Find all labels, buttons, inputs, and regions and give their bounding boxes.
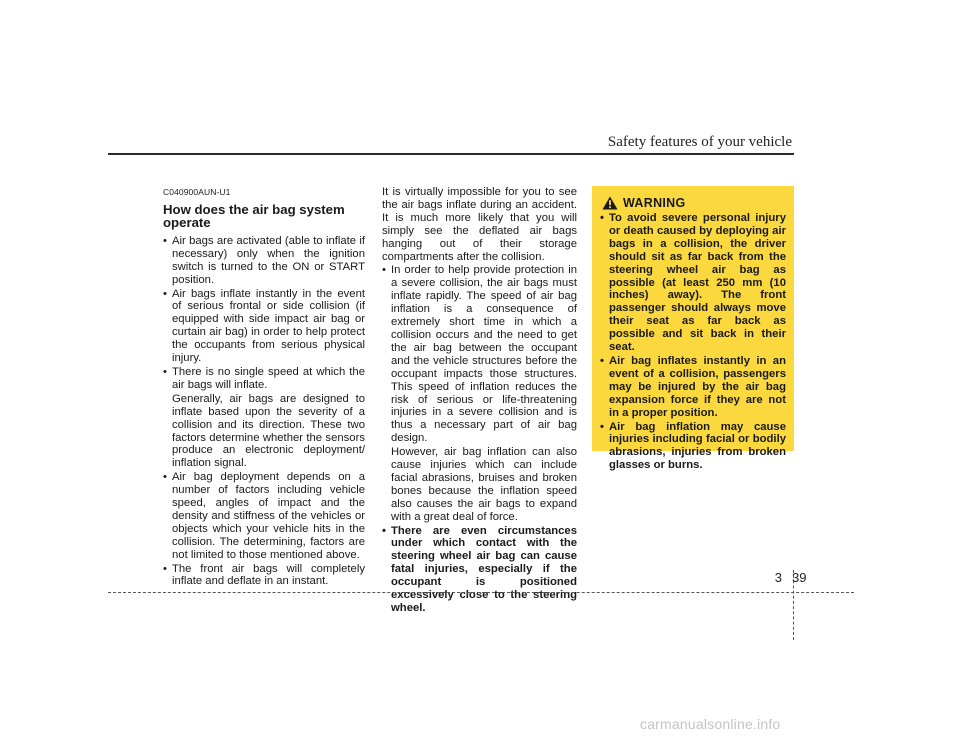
list-item: • Air bag inflation may cause injuries including facial or bodily abrasions, injuries from broken glasses or burns. xyxy=(600,421,786,473)
running-header: Safety features of your vehicle xyxy=(607,134,792,150)
section-title: How does the air bag system operate xyxy=(163,201,345,231)
paragraph: It is virtually impossible for you to see the air bags inflate during an accident. It is much more likely that you will simply see the deflated air bags hanging out of their storage compartments after the collision. xyxy=(382,186,577,263)
list-item: • Air bag deployment depends on a number of factors including vehicle speed, angles of impact and the density and stiffness of the vehicles or objects which your vehicle hits in the collision. The determining, factors are not limited to those mentioned above. xyxy=(163,471,365,561)
chapter-number: 3 xyxy=(774,570,782,585)
warning-triangle-icon xyxy=(602,196,618,210)
list-item: • Air bags inflate instantly in the event of serious frontal or side collision (if equipped with side impact air bag or curtain air bag) in order to help protect the occupants from serious physical injury. xyxy=(163,288,365,365)
middle-column xyxy=(382,186,577,616)
list-item: • In order to help provide protection in a severe collision, the air bags must inflate rapidly. The speed of air bag inflation is a consequence of extremely short time in which a collision occurs and the need to get the air bag between the occupant and the vehicle structures before the occupant impacts those structures. This speed of inflation reduces the risk of serious or life-threatening injuries in a severe collision and is thus a necessary part of air bag design. xyxy=(382,264,577,445)
page-number xyxy=(766,570,806,585)
list-item: • There is no single speed at which the air bags will inflate. xyxy=(163,366,365,392)
page-number-value: 39 xyxy=(792,570,807,585)
warning-bullet-list xyxy=(600,212,786,472)
left-bullet-list-2 xyxy=(163,471,365,588)
footer-rule xyxy=(108,592,854,593)
list-item: • Air bag inflates instantly in an event of a collision, passengers may be injured by the air bag expansion force if they are not in a proper position. xyxy=(600,355,786,420)
middle-bullet-list-2 xyxy=(382,525,577,615)
sub-paragraph: However, air bag inflation can also cause injuries which can include facial abrasions, bruises and broken bones because the inflation speed also causes the air bags to expand with a great deal of force. xyxy=(391,446,577,523)
list-item: • Air bags are activated (able to inflate if necessary) only when the ignition switch is turned to the ON or START position. xyxy=(163,235,365,287)
left-bullet-list xyxy=(163,235,365,392)
list-item: • The front air bags will completely inflate and deflate in an instant. xyxy=(163,563,365,589)
warning-heading xyxy=(602,196,786,210)
list-item: • To avoid severe personal injury or death caused by deploying air bags in a collision, the driver should sit as far back from the steering wheel air bag as possible (at least 250 mm (10 inches) away). The front passenger should always move their seat as far back as possible and sit back in their seat. xyxy=(600,212,786,354)
sub-paragraph: Generally, air bags are designed to inflate based upon the severity of a collision and its direction. These two factors determine whether the sensors produce an electronic deployment/ inflation signal. xyxy=(172,392,365,470)
warning-title: WARNING xyxy=(623,196,686,210)
middle-bullet-list xyxy=(382,264,577,445)
watermark: carmanualsonline.info xyxy=(640,716,781,732)
header-rule xyxy=(108,153,794,155)
left-column xyxy=(163,186,365,589)
list-item: • There are even circumstances under which contact with the steering wheel air bag can cause fatal injuries, especially if the occupant is positioned excessively close to the steering wheel. xyxy=(382,525,577,615)
warning-box xyxy=(592,186,794,472)
section-code: C040900AUN-U1 xyxy=(163,187,231,197)
